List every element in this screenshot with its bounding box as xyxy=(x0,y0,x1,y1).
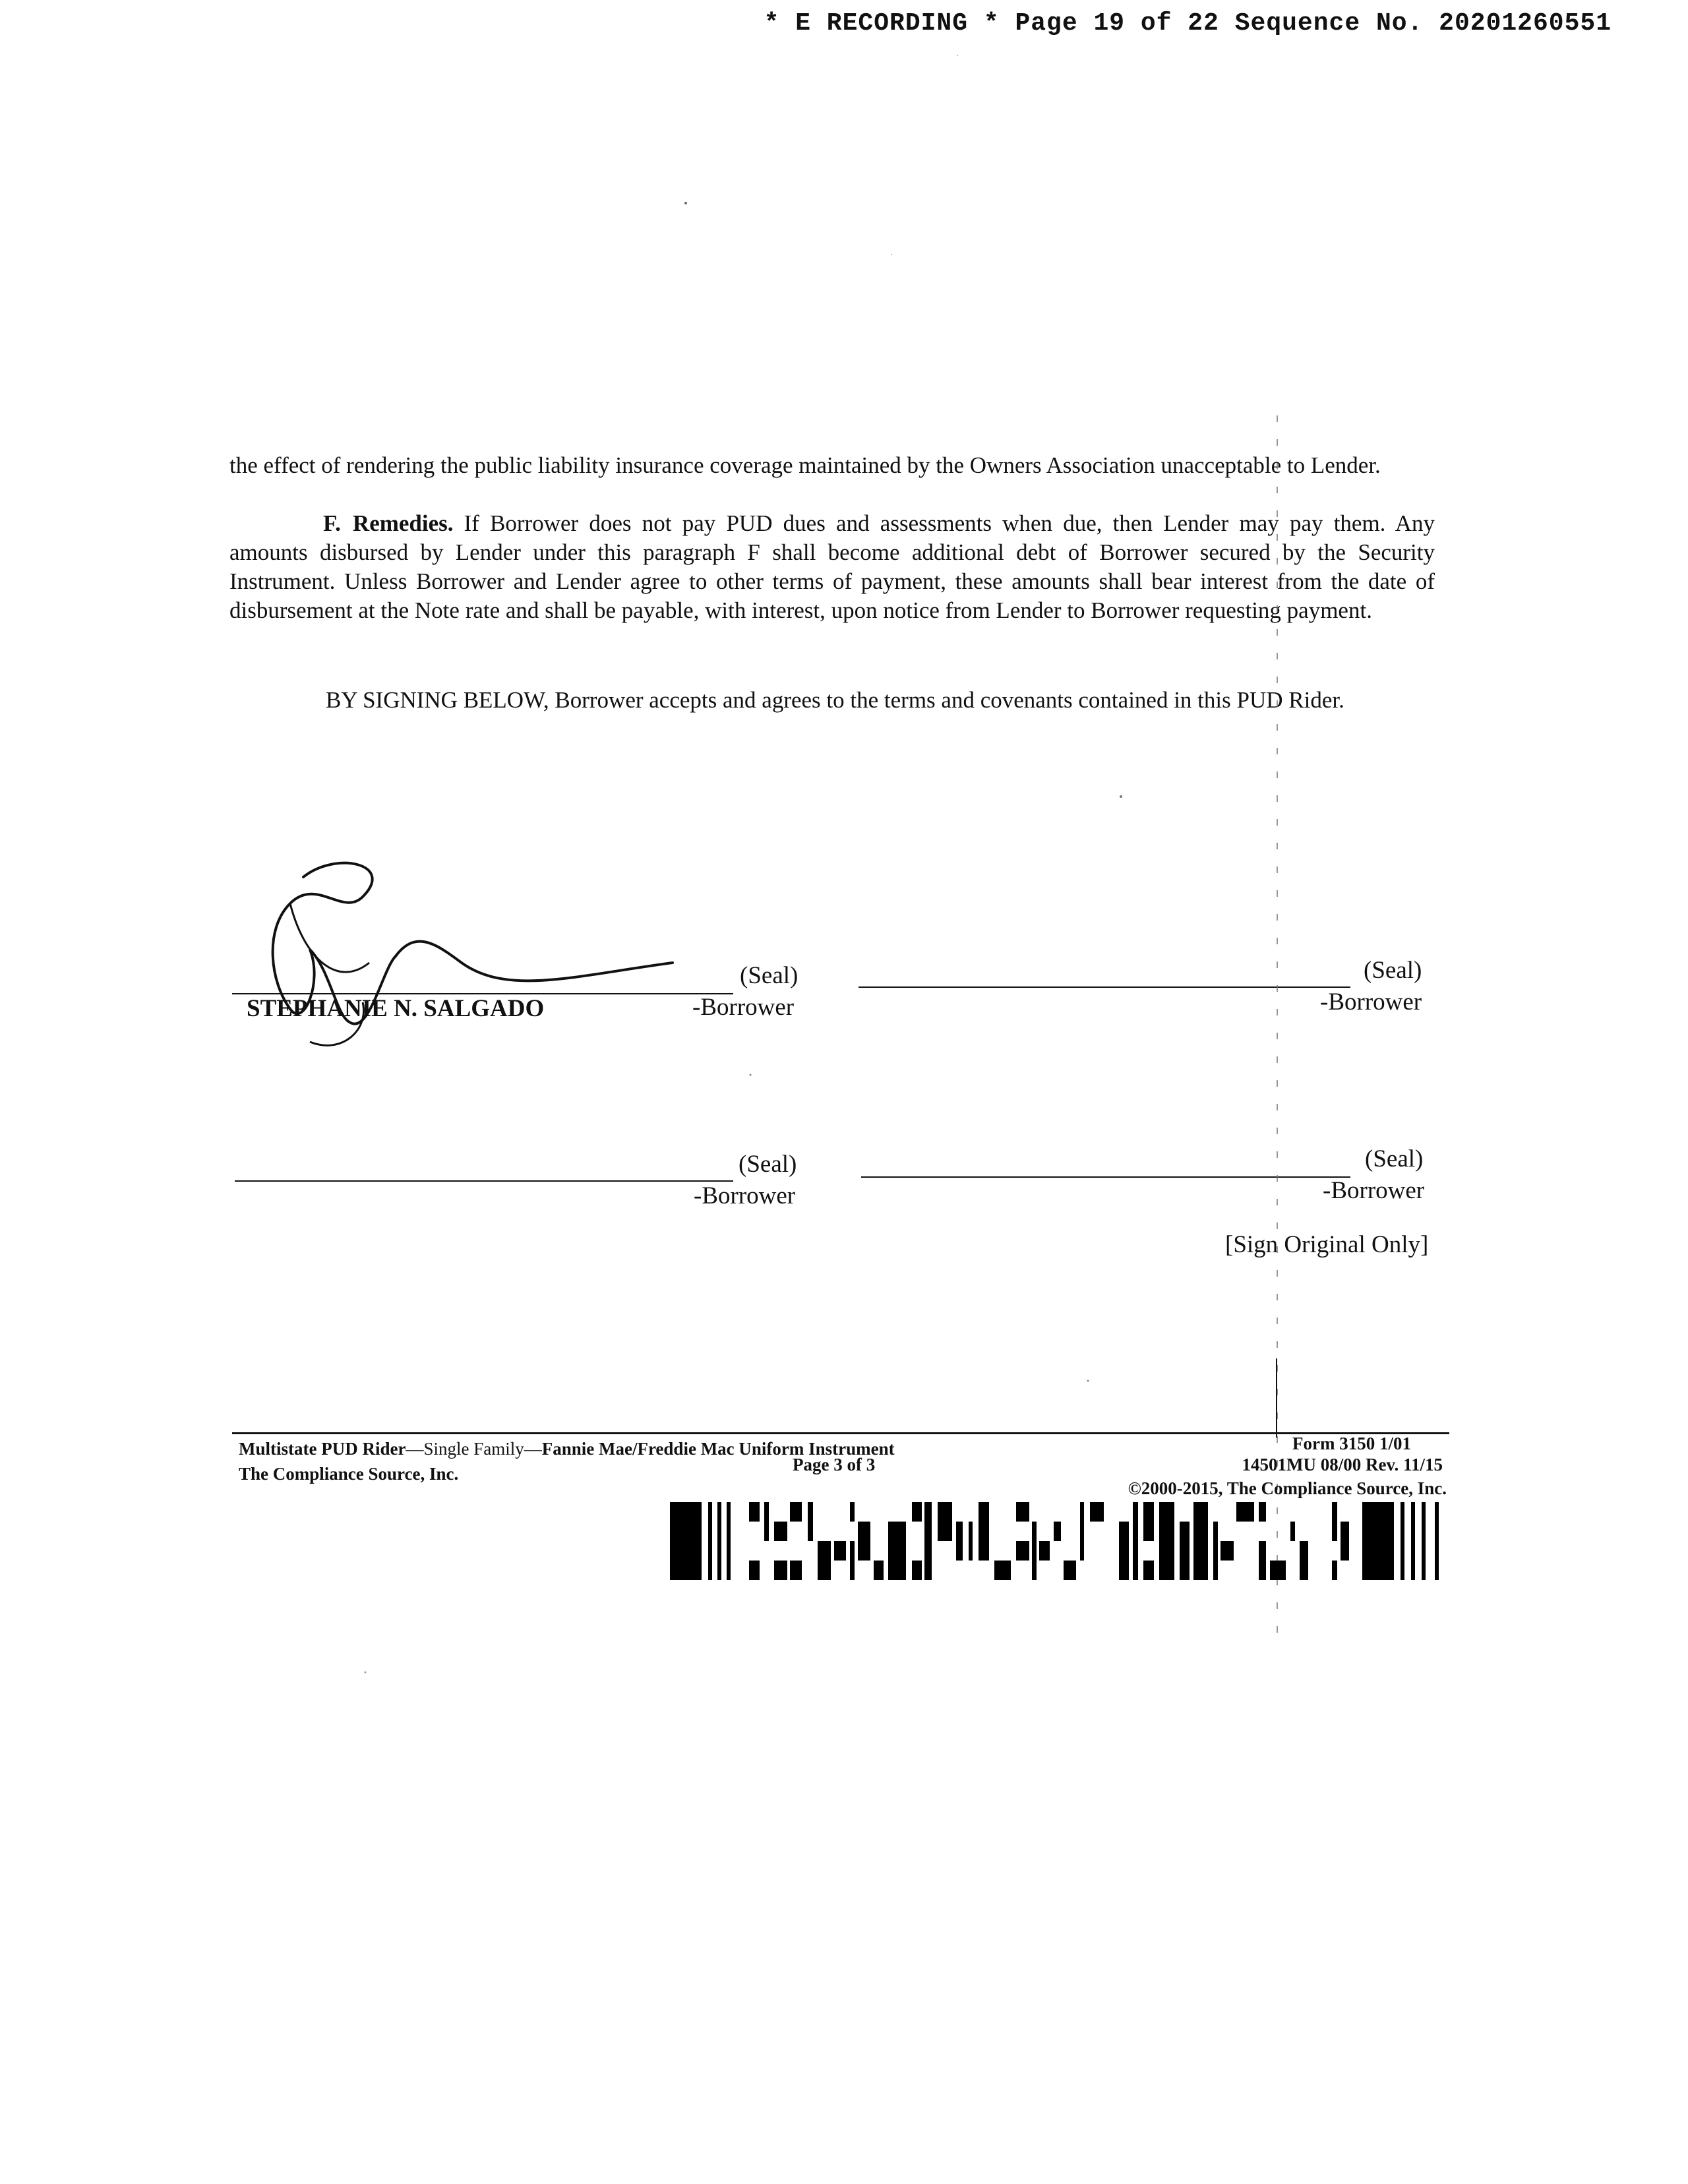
seal-label-4: (Seal) xyxy=(1365,1145,1424,1172)
recording-header: * E RECORDING * Page 19 of 22 Sequence No. 20201260551 xyxy=(764,9,1612,38)
remedies-text: If Borrower does not pay PUD dues and assessments when due, then Lender may pay them. Any amounts disbursed by Lender under this paragraph F shall become additional debt of Borrower secured by the Security Instrument. Unless Borrower and Lender agree to other terms of payment, these amounts shall bear interest from the date of disbursement at the Note rate and shall be payable, with interest, upon notice from Lender to Borrower requesting payment. xyxy=(229,510,1435,623)
borrower-label-1: -Borrower xyxy=(692,994,795,1021)
borrower-label-3: -Borrower xyxy=(694,1182,796,1209)
remedies-label: F. xyxy=(323,510,341,536)
borrower-label-2: -Borrower xyxy=(1320,988,1422,1016)
signature-line-3[interactable] xyxy=(235,1180,733,1182)
signer-name: STEPHANIE N. SALGADO xyxy=(247,995,545,1022)
seal-label-2: (Seal) xyxy=(1364,957,1422,984)
footer-form-title-c: Fannie Mae/Freddie Mac Uniform Instrument xyxy=(541,1439,895,1459)
borrower-label-4: -Borrower xyxy=(1323,1177,1425,1204)
footer-form-number: Form 3150 1/01 xyxy=(1292,1434,1411,1453)
borrower-signature xyxy=(264,857,738,1055)
scan-artifact-line xyxy=(1276,415,1279,1635)
footer-revision: 14501MU 08/00 Rev. 11/15 xyxy=(1242,1455,1443,1474)
footer-divider xyxy=(1276,1358,1277,1438)
barcode-image xyxy=(670,1502,1448,1580)
seal-label-1: (Seal) xyxy=(740,962,799,989)
paragraph-insurance: the effect of rendering the public liability insurance coverage maintained by the Owners Association unacceptable to Lender. xyxy=(229,452,1381,478)
footer-rule xyxy=(232,1432,1449,1434)
footer-copyright: ©2000-2015, The Compliance Source, Inc. xyxy=(1128,1478,1447,1498)
footer-form-title-a: Multistate PUD Rider xyxy=(239,1439,406,1459)
footer-page-number: Page 3 of 3 xyxy=(793,1455,876,1474)
footer-form-title-b: —Single Family— xyxy=(406,1439,542,1459)
paragraph-signing xyxy=(229,686,1435,715)
sign-original-note: [Sign Original Only] xyxy=(1225,1231,1429,1258)
paragraph-remedies xyxy=(229,509,1435,625)
seal-label-3: (Seal) xyxy=(738,1151,797,1178)
remedies-heading: Remedies. xyxy=(352,510,454,536)
footer-publisher: The Compliance Source, Inc. xyxy=(239,1464,459,1484)
signing-text: BY SIGNING BELOW, Borrower accepts and agrees to the terms and covenants contained in this PUD Rider. xyxy=(326,687,1344,713)
